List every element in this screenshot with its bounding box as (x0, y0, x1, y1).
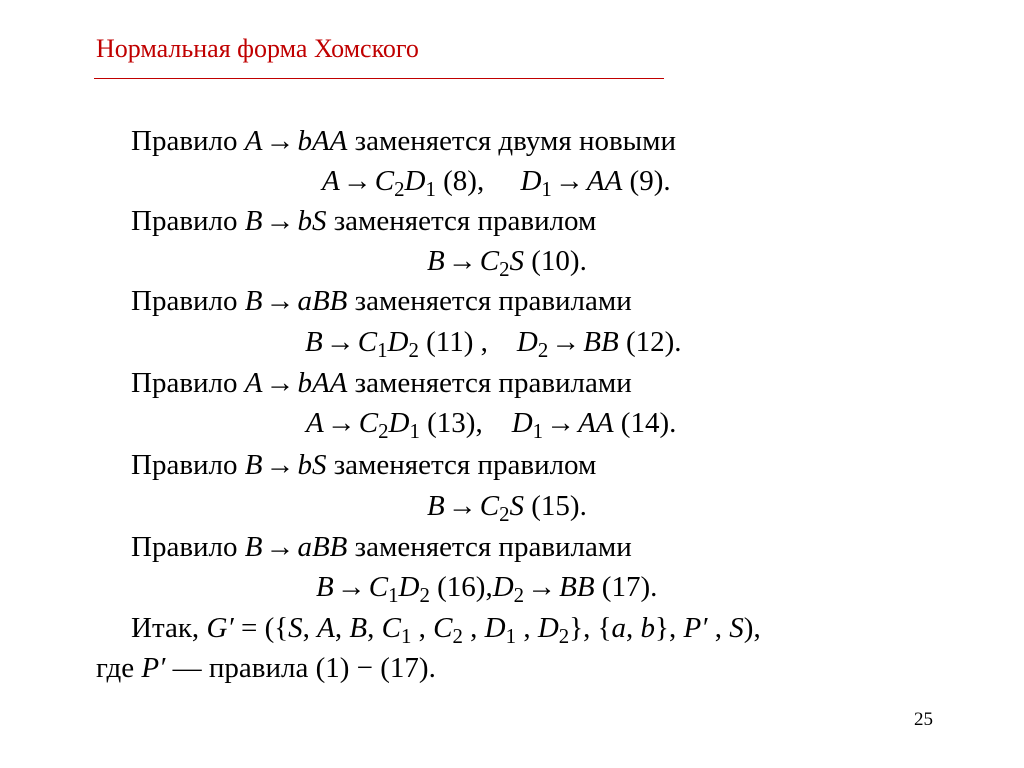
eq-lhs: B (316, 571, 334, 603)
eq-number: (13), (427, 407, 483, 439)
eq-symbol: D (388, 407, 410, 439)
eq-subscript: 1 (541, 176, 552, 201)
arrow-icon: → (326, 407, 356, 439)
rule-word: Правило (131, 205, 238, 237)
rule-lhs: A (244, 367, 263, 399)
rule-line-3 (131, 284, 632, 318)
arrow-icon: → (265, 367, 295, 399)
rule-lhs: B (244, 449, 263, 481)
rule-description: заменяется правилами (354, 285, 632, 317)
arrow-icon: → (265, 449, 295, 481)
eq-lhs: D (511, 407, 533, 439)
rule-rhs: bAA (297, 367, 348, 399)
arrow-icon: → (265, 125, 295, 157)
eq-number: (12). (625, 326, 682, 358)
nonterminal: S (288, 612, 303, 644)
eq-subscript: 1 (532, 418, 544, 443)
eq-rhs: BB (559, 571, 595, 603)
arrow-icon: → (447, 490, 477, 522)
terminal: b (640, 612, 656, 644)
rule-description: заменяется правилами (354, 367, 632, 399)
eq-number: (8), (443, 165, 485, 197)
rule-rhs: bS (297, 449, 327, 481)
rule-rhs: bAA (297, 125, 348, 157)
rule-rhs: aBB (297, 285, 348, 317)
start-symbol: S (729, 612, 744, 644)
itak-word: Итак, (131, 612, 200, 644)
eq-subscript: 1 (377, 337, 388, 362)
rule-word: Правило (131, 449, 238, 481)
rule-line-2 (131, 204, 596, 238)
eq-subscript: 2 (408, 337, 419, 362)
nonterminal-subscript: 2 (452, 623, 463, 648)
eq-lhs: B (427, 245, 445, 277)
equation-line-2 (427, 244, 587, 281)
rule-line-5 (131, 448, 596, 482)
equation-line-6 (316, 570, 658, 607)
productions-symbol: P′ (141, 652, 166, 684)
nonterminal: B (349, 612, 368, 644)
eq-symbol: C (479, 245, 500, 277)
rules-range: правила (1) − (17). (208, 652, 436, 684)
page-number: 25 (914, 709, 933, 730)
equation-line-3 (305, 325, 682, 362)
equation-line-4 (306, 406, 677, 443)
nonterminal: C (381, 612, 401, 644)
eq-symbol: C (358, 407, 379, 439)
rule-word: Правило (131, 125, 238, 157)
arrow-icon: → (527, 571, 557, 603)
eq-lhs: A (306, 407, 324, 439)
eq-subscript: 2 (394, 176, 405, 201)
arrow-icon: → (554, 165, 584, 197)
rule-lhs: A (244, 125, 263, 157)
rule-lhs: B (244, 531, 263, 563)
grammar-open: = ({ (240, 612, 289, 644)
grammar-definition-line: Итак, G′ = ({S, A, B, $C_1$ , $C_2$ , $D_1$ , $D_2$}, {a, b}, P′ , S), (131, 612, 761, 648)
arrow-icon: → (342, 165, 372, 197)
productions-symbol: P′ (683, 612, 708, 644)
rule-word: Правило (131, 531, 238, 563)
nonterminal: D (537, 612, 559, 644)
em-dash: — (172, 652, 202, 684)
arrow-icon: → (336, 571, 366, 603)
eq-lhs: D (492, 571, 514, 603)
eq-symbol: D (387, 326, 409, 358)
nonterminal-subscript: 2 (558, 623, 570, 648)
eq-symbol: C (374, 165, 395, 197)
eq-lhs: D (516, 326, 538, 358)
rule-lhs: B (244, 205, 263, 237)
rule-line-1 (131, 124, 676, 158)
eq-symbol: C (357, 326, 378, 358)
rule-word: Правило (131, 367, 238, 399)
eq-number: (10). (531, 245, 587, 277)
where-word: где (96, 652, 135, 684)
arrow-icon: → (546, 407, 576, 439)
eq-lhs: B (305, 326, 323, 358)
eq-subscript: 1 (425, 176, 436, 201)
eq-number: (17). (601, 571, 658, 603)
eq-subscript: 2 (513, 582, 525, 607)
nonterminal: C (433, 612, 453, 644)
rule-rhs: bS (297, 205, 327, 237)
nonterminal: A (317, 612, 335, 644)
rule-description: заменяется правилом (333, 205, 597, 237)
rule-line-6 (131, 530, 632, 564)
title-underline (94, 78, 664, 79)
eq-rhs: AA (578, 407, 614, 439)
eq-lhs: A (322, 165, 340, 197)
arrow-icon: → (265, 205, 295, 237)
eq-number: (16), (437, 571, 493, 603)
eq-rhs: AA (586, 165, 623, 197)
arrow-icon: → (551, 326, 581, 358)
eq-symbol: S (509, 490, 524, 522)
eq-symbol: C (368, 571, 389, 603)
grammar-symbol: G′ (206, 612, 234, 644)
eq-subscript: 1 (409, 418, 420, 443)
eq-subscript: 1 (388, 582, 399, 607)
eq-number: (11) , (426, 326, 488, 358)
rule-rhs: aBB (297, 531, 348, 563)
slide-title: Нормальная форма Хомского (96, 34, 419, 63)
eq-symbol: C (479, 490, 500, 522)
rule-line-4 (131, 366, 632, 400)
arrow-icon: → (265, 285, 295, 317)
nonterminal-subscript: 1 (400, 623, 412, 648)
eq-symbol: S (509, 245, 524, 277)
arrow-icon: → (265, 531, 295, 563)
nonterminal: D (484, 612, 506, 644)
equation-line-1 (322, 164, 671, 201)
terminal: a (611, 612, 627, 644)
grammar-close: ), (743, 612, 761, 644)
eq-subscript: 2 (499, 256, 510, 281)
rule-lhs: B (244, 285, 263, 317)
arrow-icon: → (447, 245, 477, 277)
conclusion-line (96, 651, 436, 685)
rule-description: заменяется правилом (333, 449, 597, 481)
rule-word: Правило (131, 285, 238, 317)
eq-number: (9). (629, 165, 671, 197)
eq-number: (15). (531, 490, 587, 522)
nonterminal-subscript: 1 (505, 623, 517, 648)
eq-subscript: 2 (499, 501, 510, 526)
eq-lhs: B (427, 490, 445, 522)
eq-symbol: D (398, 571, 420, 603)
eq-subscript: 2 (419, 582, 430, 607)
eq-subscript: 2 (537, 337, 549, 362)
arrow-icon: → (325, 326, 355, 358)
eq-rhs: BB (583, 326, 619, 358)
eq-subscript: 2 (378, 418, 389, 443)
equation-line-5 (427, 489, 587, 526)
eq-number: (14). (620, 407, 677, 439)
eq-lhs: D (520, 165, 542, 197)
rule-description: заменяется двумя новыми (354, 125, 677, 157)
rule-description: заменяется правилами (354, 531, 632, 563)
eq-symbol: D (404, 165, 426, 197)
